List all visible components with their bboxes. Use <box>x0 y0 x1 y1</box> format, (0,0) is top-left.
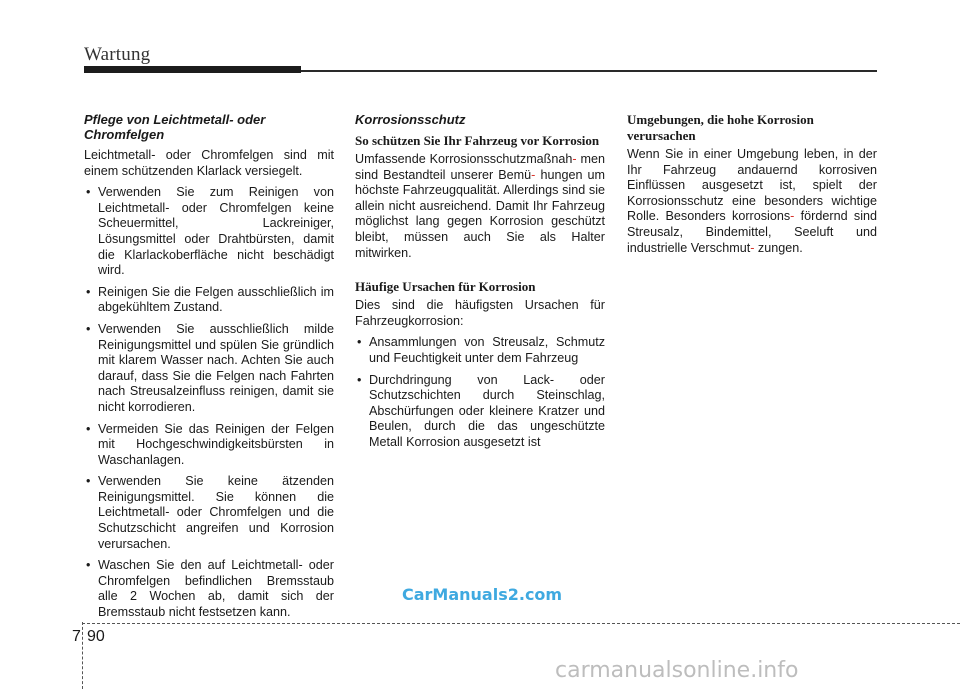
page-number: 90 <box>87 628 105 645</box>
list-item: • Reinigen Sie die Felgen ausschließlich im abgekühltem Zustand. <box>86 284 334 315</box>
ursachen-paragraph: Dies sind die häufigsten Ursachen für Fahrzeugkorrosion: <box>355 298 605 328</box>
list-item: • Verwenden Sie keine ätzenden Reinigungsmittel. Sie können die Leichtmetall- oder Chromfelgen und die Schutzschicht angreifen und Korrosion verursachen. <box>86 474 334 551</box>
ursachen-bullet-list <box>355 335 605 450</box>
list-item: • Waschen Sie den auf Leichtmetall- oder Chromfelgen befindlichen Bremsstaub alle 2 Wochen ab, damit sich der Bremsstaub nicht festsetzen kann. <box>86 558 334 620</box>
felgen-bullet-list <box>84 185 334 620</box>
column-2 <box>355 112 605 457</box>
footer-horizontal-rule <box>82 623 960 624</box>
chapter-number: 7 <box>72 628 81 645</box>
watermark-carmanuals2: CarManuals2.com <box>402 585 563 604</box>
list-item: • Verwenden Sie zum Reinigen von Leichtmetall- oder Chromfelgen keine Scheuermittel, Lackreiniger, Lösungsmittel oder Drahtbürsten, damit die Klarlackoberfläche nicht beschädigt wird. <box>86 185 334 278</box>
list-item: • Verwenden Sie ausschließlich milde Reinigungsmittel und spülen Sie gründlich mit klarem Wasser nach. Achten Sie auch darauf, dass Sie die Felgen nach Fahrten nach Streusalzeinfluss reinigen, damit sie nicht korrodieren. <box>86 321 334 414</box>
section-heading-korrosionsschutz: Korrosionsschutz <box>355 112 466 127</box>
footer-vertical-rule <box>82 622 83 689</box>
subheading-schutz: So schützen Sie Ihr Fahrzeug vor Korrosion <box>355 133 600 148</box>
intro-paragraph: Leichtmetall- oder Chromfelgen sind mit einem schützenden Klarlack versiegelt. <box>84 148 334 178</box>
watermark-carmanualsonline: carmanualsonline.info <box>555 658 799 683</box>
subheading-ursachen: Häufige Ursachen für Korrosion <box>355 279 536 295</box>
header-rule-thin <box>301 70 877 72</box>
umgebungen-paragraph: Wenn Sie in einer Umgebung leben, in der Ihr Fahrzeug andauernd korrosiven Einflüssen ausgesetzt ist, spielt der Korrosionsschutz eine besonders wichtige Rolle. Besonders korrosions- fördernd sind Streusalz, Bindemittel, Seeluft und industrielle Verschmut- zungen. <box>627 147 878 255</box>
korrosionsschutz-paragraph: Umfassende Korrosionsschutzmaßnah- men sind Bestandteil unserer Bemü- hungen um höchste Fahrzeugqualität. Allerdings sind sie allein nicht ausreichend. Damit Ihr Fahrzeug möglichst lang gegen Korrosion geschützt bleibt, müssen auch Sie als Halter mitwirken. <box>355 152 606 260</box>
column-1 <box>84 112 334 627</box>
header-rule-thick <box>84 66 301 73</box>
list-item: • Vermeiden Sie das Reinigen der Felgen mit Hochgeschwindigkeitsbürsten in Waschanlagen. <box>86 421 334 467</box>
column-3 <box>627 112 877 262</box>
section-heading-felgen: Pflege von Leichtmetall- oder Chromfelgen <box>84 112 266 142</box>
list-item: • Durchdringung von Lack- oder Schutzschichten durch Steinschlag, Abschürfungen oder kleinere Kratzer und Beulen, durch die das ungeschützte Metall Korrosion ausgesetzt ist <box>357 372 605 449</box>
list-item: • Ansammlungen von Streusalz, Schmutz und Feuchtigkeit unter dem Fahrzeug <box>357 335 605 365</box>
subheading-umgebungen: Umgebungen, die hohe Korrosion verursachen <box>627 112 814 143</box>
page-header-title: Wartung <box>84 44 151 65</box>
